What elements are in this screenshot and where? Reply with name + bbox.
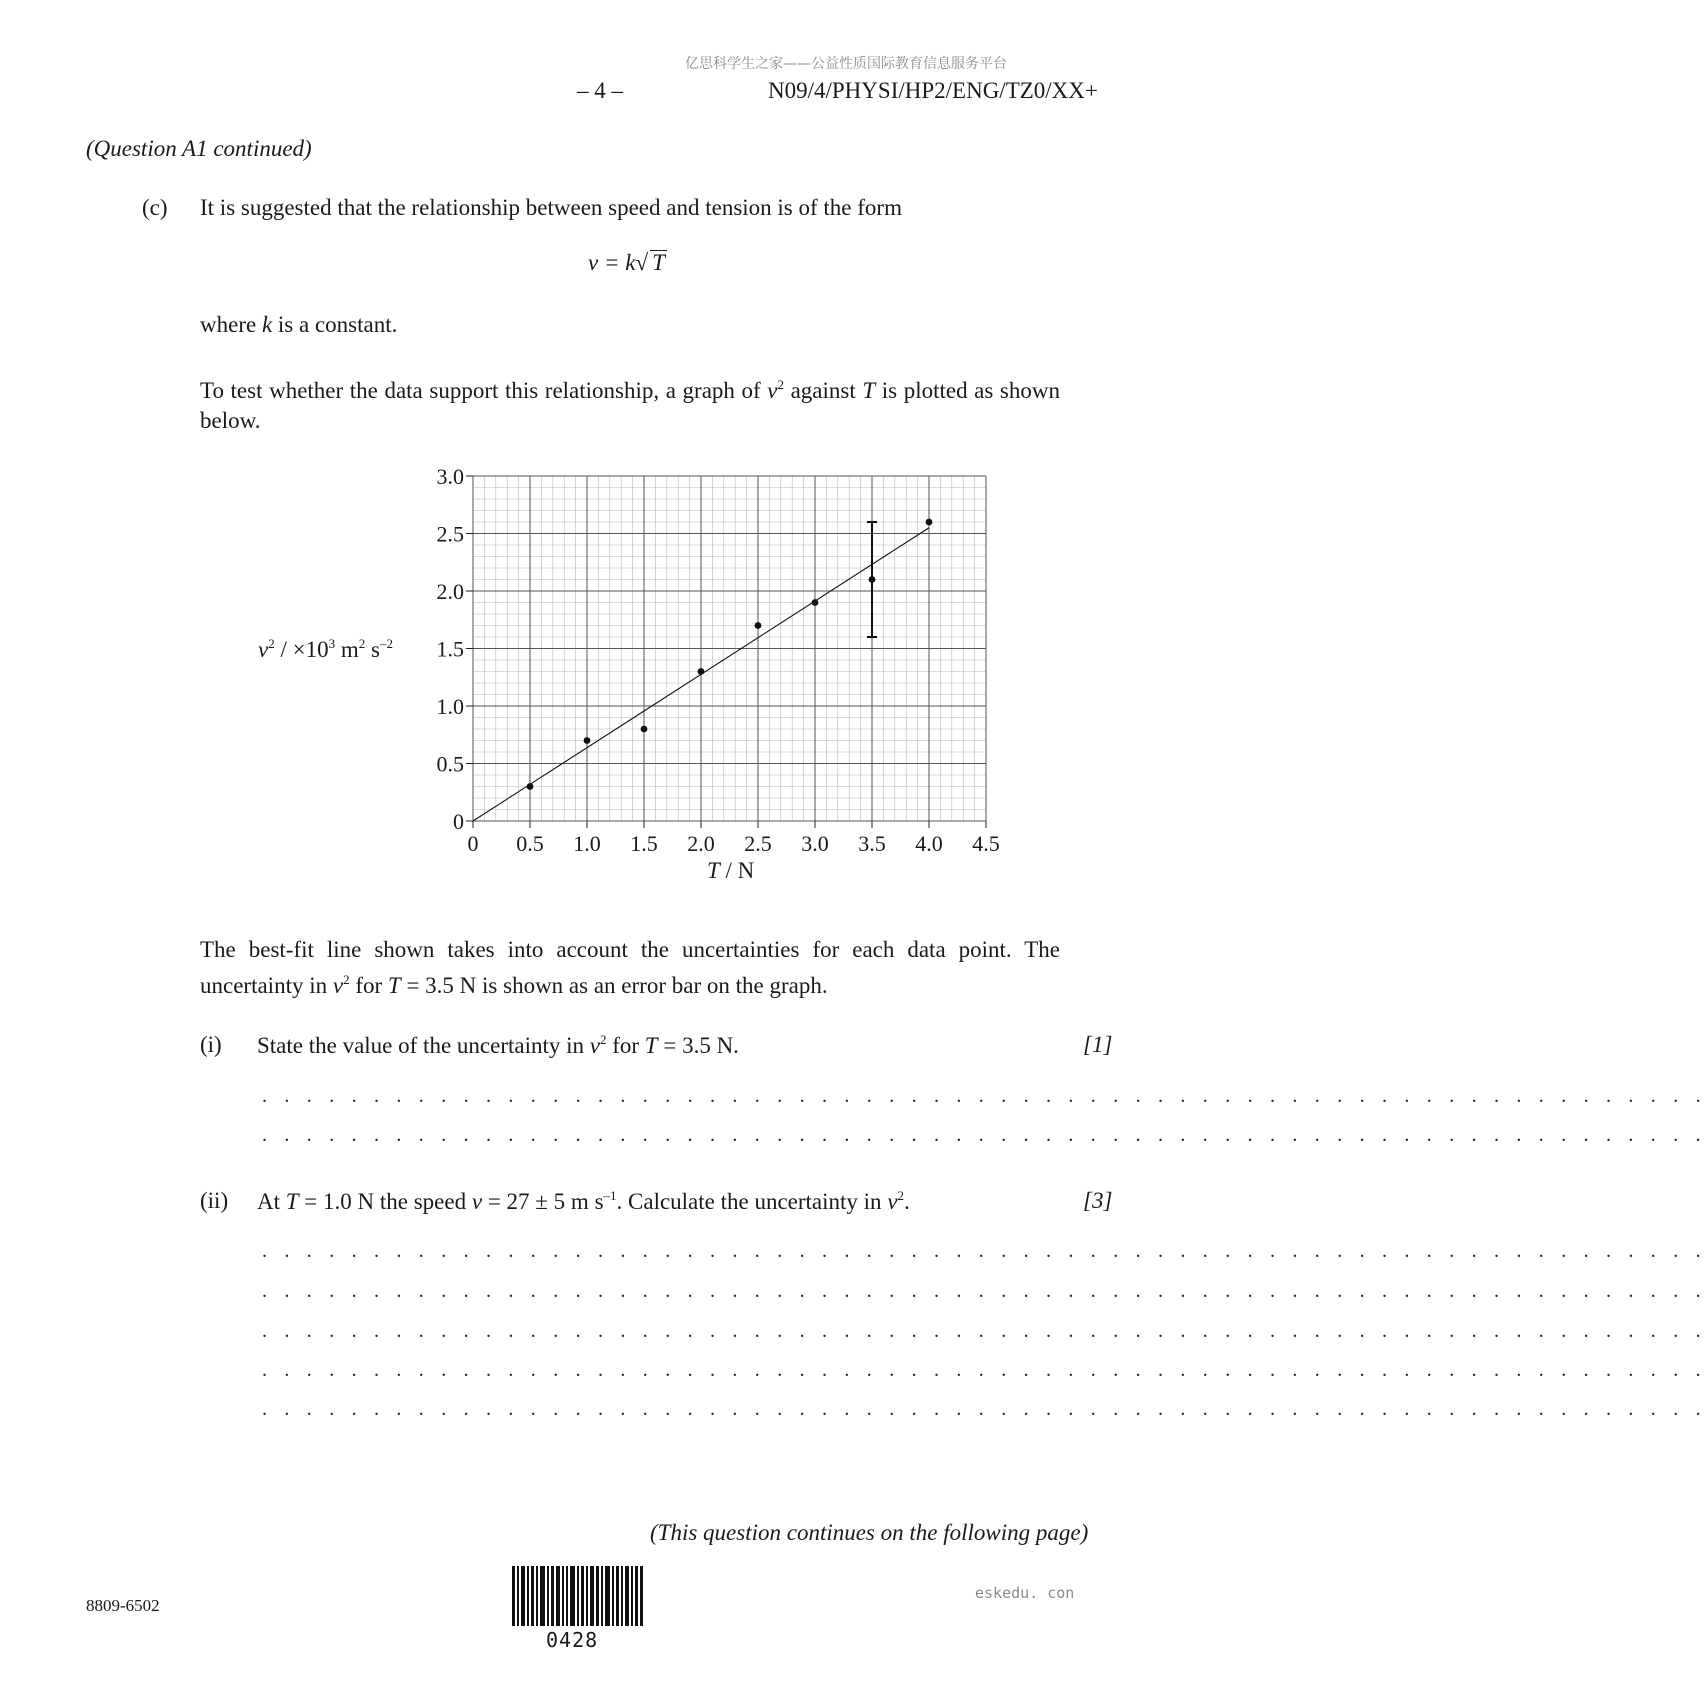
qii-text-3: = 27 ± 5 m s: [482, 1189, 604, 1214]
x-tick-label: 1.0: [573, 831, 601, 856]
qi-text-3: = 3.5 N.: [657, 1033, 739, 1058]
bestfit-sup: 2: [343, 972, 350, 987]
qii-var2: v: [471, 1189, 483, 1214]
qii-text-5: .: [904, 1189, 910, 1214]
x-tick-label: 2.0: [687, 831, 715, 856]
y-tick-label: 0: [453, 809, 464, 834]
y-label-unit2: s: [365, 637, 380, 662]
test-text-2: against: [784, 378, 863, 403]
bestfit-text-1: The best-fit line shown takes into account the uncertainties for each data point. The uncertainty in: [200, 937, 1060, 998]
y-tick-label: 2.5: [436, 521, 464, 547]
data-point: [926, 519, 933, 526]
qi-text-1: State the value of the uncertainty in: [257, 1033, 590, 1058]
x-tick-label: 0.5: [516, 831, 544, 856]
qi-var2: T: [644, 1033, 658, 1058]
test-var2: T: [862, 378, 876, 403]
bestfit-paragraph: [200, 935, 1060, 1001]
x-tick-label: 4.0: [915, 831, 943, 856]
barcode-number: 0428: [546, 1628, 599, 1652]
qii-text-4: . Calculate the uncertainty in: [616, 1189, 888, 1214]
y-label-unit1: m: [335, 637, 359, 662]
continues-note: (This question continues on the following page): [650, 1520, 1089, 1545]
question-continued-label: (Question A1 continued): [86, 136, 312, 161]
question-ii-marks: [3]: [1083, 1188, 1113, 1213]
data-point: [698, 668, 705, 675]
where-suffix: is a constant.: [272, 312, 398, 337]
question-ii-label: (ii): [200, 1188, 229, 1213]
answer-line[interactable]: . . . . . . . . . . . . . . . . . . . . . . . . . . . . . . . . . . . . . . . . . . . . . . . . . . . . . . . . . . . . . . . . .: [262, 1280, 1707, 1302]
bestfit-text-2: for: [349, 973, 388, 998]
answer-line[interactable]: . . . . . . . . . . . . . . . . . . . . . . . . . . . . . . . . . . . . . . . . . . . . . . . . . . . . . . . . . . . . . . . . .: [262, 1240, 1707, 1262]
qi-var: v: [589, 1033, 600, 1058]
y-tick-label: 3.0: [436, 464, 464, 489]
x-tick-label: 3.5: [858, 831, 886, 856]
data-point: [584, 737, 591, 744]
x-label-var: T: [707, 858, 720, 883]
answer-line[interactable]: . . . . . . . . . . . . . . . . . . . . . . . . . . . . . . . . . . . . . . . . . . . . . . . . . . . . . . . . . . . . . . . . .: [262, 1359, 1707, 1381]
question-ii-text: [257, 1188, 910, 1215]
qii-sup1: –1: [603, 1188, 617, 1203]
test-text-1: To test whether the data support this relationship, a graph of: [200, 378, 768, 403]
equation-lhs: v = k: [588, 250, 636, 275]
test-var: v: [767, 378, 778, 403]
test-text-3: is plotted as shown below.: [200, 378, 1060, 433]
qii-sup2: 2: [897, 1188, 905, 1203]
equation-radicand: T: [652, 250, 665, 275]
y-tick-label: 1.5: [436, 636, 464, 662]
page-number: – 4 –: [577, 78, 623, 103]
test-sup: 2: [777, 377, 784, 392]
x-tick-label: 3.0: [801, 831, 829, 856]
part-c-label: (c): [142, 195, 168, 220]
grid-major: [473, 476, 986, 821]
footer-code: 8809-6502: [86, 1596, 160, 1615]
bestfit-var2: T: [387, 973, 401, 998]
data-point: [755, 622, 762, 629]
data-point: [812, 599, 819, 606]
y-tick-label: 0.5: [436, 751, 464, 777]
barcode: [512, 1566, 644, 1626]
qii-text-2: = 1.0 N the speed: [298, 1189, 472, 1214]
x-tick-label: 0: [467, 831, 479, 856]
y-label-sup1: 2: [268, 636, 275, 651]
radical-sign: √: [635, 250, 649, 275]
qii-var3: v: [887, 1189, 898, 1214]
site-watermark: eskedu. con: [975, 1584, 1075, 1602]
answer-line[interactable]: . . . . . . . . . . . . . . . . . . . . . . . . . . . . . . . . . . . . . . . . . . . . . . . . . . . . . . . . . . . . . . . . .: [262, 1124, 1707, 1146]
answer-line[interactable]: . . . . . . . . . . . . . . . . . . . . . . . . . . . . . . . . . . . . . . . . . . . . . . . . . . . . . . . . . . . . . . . . .: [262, 1398, 1707, 1420]
x-tick-label: 1.5: [630, 831, 658, 856]
x-label-unit: / N: [719, 858, 755, 883]
y-label-base: v: [258, 637, 269, 662]
y-label-sup4: –2: [379, 636, 393, 651]
data-point: [641, 726, 648, 733]
question-i-text: [257, 1032, 739, 1059]
bestfit-text-3: = 3.5 N is shown as an error bar on the graph.: [400, 973, 828, 998]
y-label-sup2: 3: [328, 636, 336, 651]
y-tick-label: 2.0: [436, 579, 464, 604]
answer-line[interactable]: . . . . . . . . . . . . . . . . . . . . . . . . . . . . . . . . . . . . . . . . . . . . . . . . . . . . . . . . . . . . . . . . .: [262, 1085, 1707, 1107]
answer-line[interactable]: . . . . . . . . . . . . . . . . . . . . . . . . . . . . . . . . . . . . . . . . . . . . . . . . . . . . . . . . . . . . . . . . .: [262, 1320, 1707, 1342]
bestfit-var: v: [332, 973, 344, 998]
qi-sup: 2: [599, 1032, 607, 1047]
part-c-intro: It is suggested that the relationship between speed and tension is of the form: [200, 195, 902, 220]
question-i-marks: [1]: [1083, 1032, 1113, 1057]
chart-marks: [473, 519, 932, 821]
qii-var: T: [285, 1189, 299, 1214]
paper-code: N09/4/PHYSI/HP2/ENG/TZ0/XX+: [768, 78, 1098, 103]
chart: [0, 0, 1191, 920]
watermark-text: 亿思科学生之家——公益性质国际教育信息服务平台: [685, 56, 1007, 72]
where-prefix: where: [200, 312, 262, 337]
question-i-label: (i): [200, 1032, 222, 1057]
data-point: [869, 576, 876, 583]
x-axis-label: [707, 858, 754, 884]
where-var: k: [261, 312, 273, 337]
y-tick-label: 1.0: [436, 694, 464, 719]
qi-text-2: for: [606, 1033, 645, 1058]
x-tick-label: 2.5: [744, 831, 772, 856]
qii-text-1: At: [257, 1189, 286, 1214]
x-tick-label: 4.5: [972, 831, 1000, 856]
data-point: [527, 783, 534, 790]
y-label-sup3: 2: [358, 636, 366, 651]
y-label-mid: / ×10: [274, 637, 329, 662]
